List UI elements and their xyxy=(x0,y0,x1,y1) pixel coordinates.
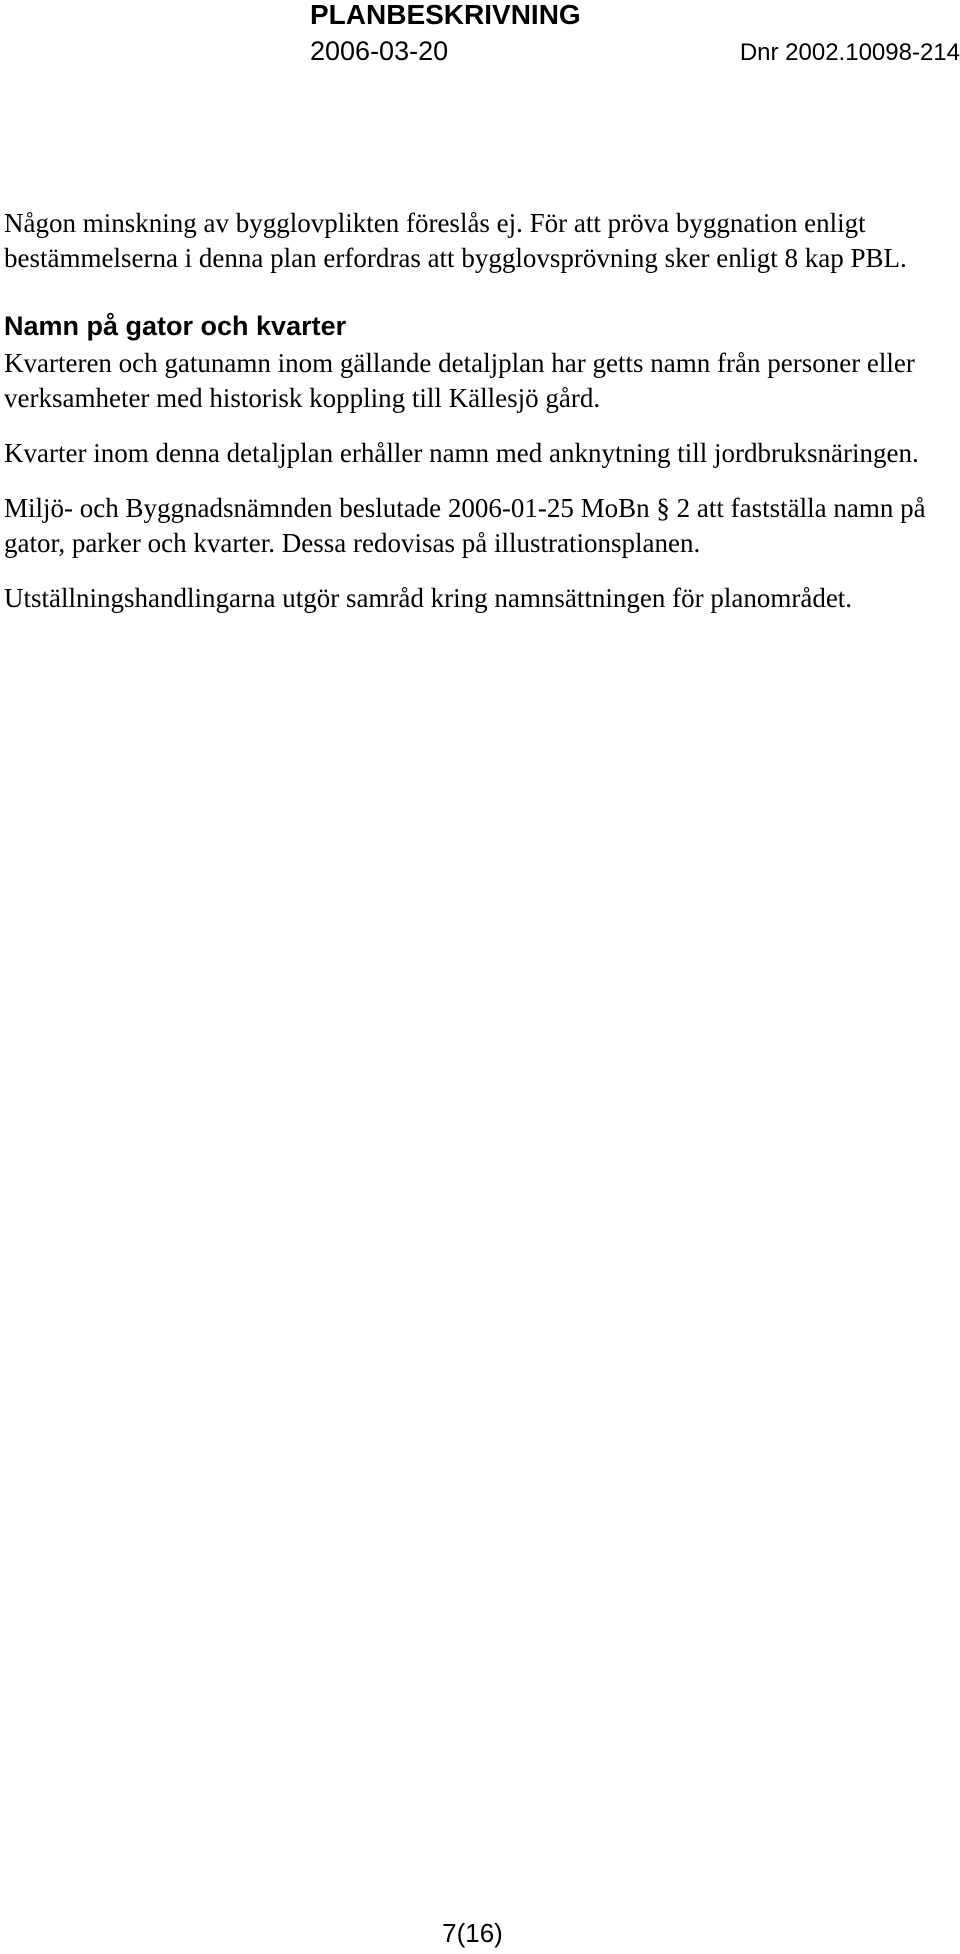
document-body xyxy=(4,206,952,636)
page-number: 7(16) xyxy=(442,1918,503,1948)
paragraph-block-names: Kvarter inom denna detaljplan erhåller namn med anknytning till jordbruksnäringen. xyxy=(4,438,919,468)
intro-paragraph: Någon minskning av bygglovplikten föreslås ej. För att pröva byggnation enligt bestämmelserna i denna plan erfordras att bygglovsprövning sker enligt 8 kap PBL. xyxy=(4,208,907,273)
document-date: 2006-03-20 xyxy=(310,36,449,66)
paragraph-street-names: Kvarteren och gatunamn inom gällande detaljplan har getts namn från personer eller verksamheter med historisk koppling till Källesjö gård. xyxy=(4,348,915,413)
document-reference: Dnr 2002.10098-214 xyxy=(739,39,960,66)
paragraph-board-decision: Miljö- och Byggnadsnämnden beslutade 2006-01-25 MoBn § 2 att fastställa namn på gator, parker och kvarter. Dessa redovisas på illustrationsplanen. xyxy=(4,493,926,558)
paragraph-consultation: Utställningshandlingarna utgör samråd kring namnsättningen för planområdet. xyxy=(4,583,853,613)
section-heading: Namn på gator och kvarter xyxy=(4,311,347,341)
document-title: PLANBESKRIVNING xyxy=(310,0,581,30)
